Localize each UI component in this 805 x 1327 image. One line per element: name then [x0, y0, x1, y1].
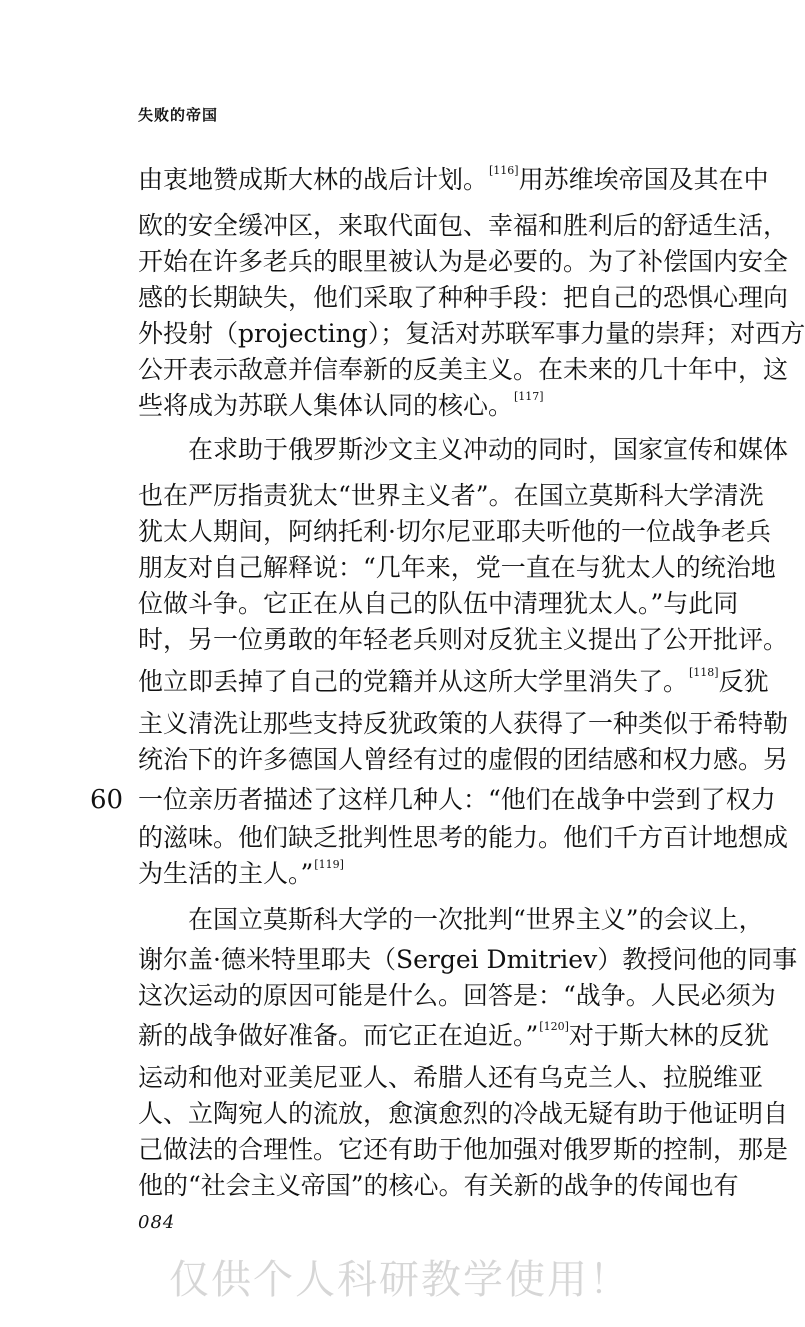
text-line: [138, 158, 769, 202]
text-line-segment: 由衷地赞成斯大林的战后计划。: [138, 165, 489, 194]
watermark: 仅供个人科研教学使用！: [169, 1257, 631, 1303]
page-folio: 084: [138, 1212, 176, 1233]
text-line: 位做斗争。它正在从自己的队伍中清理犹太人。”与此同: [138, 589, 739, 618]
original-page-number: 60: [90, 785, 124, 815]
text-line-segment: 在求助于俄罗斯沙文主义冲动的同时，国家宣传和媒体: [188, 435, 789, 464]
paragraph-start-line: [188, 428, 789, 472]
footnote-ref-116[interactable]: [116]: [489, 164, 519, 177]
text-line: 外投射（projecting）；复活对苏联军事力量的崇拜；对西方: [138, 319, 805, 348]
text-line-segment: 为生活的主人。”: [138, 859, 314, 888]
paragraph-start-line: [188, 898, 764, 942]
text-line-segment: 用苏维埃帝国及其在中: [518, 165, 769, 194]
text-line: 犹太人期间，阿纳托利·切尔尼亚耶夫听他的一位战争老兵: [138, 517, 771, 546]
text-line: [138, 1014, 769, 1058]
text-line: 感的长期缺失，他们采取了种种手段：把自己的恐惧心理向: [138, 283, 789, 312]
text-line: 统治下的许多德国人曾经有过的虚假的团结感和权力感。另: [138, 745, 789, 774]
text-line: [138, 852, 698, 896]
text-line: [138, 660, 769, 704]
text-line-segment: 反犹: [718, 667, 769, 696]
text-line: 公开表示敌意并信奉新的反美主义。在未来的几十年中，这: [138, 355, 789, 384]
text-line: 开始在许多老兵的眼里被认为是必要的。为了补偿国内安全: [138, 247, 789, 276]
text-line: 时，另一位勇敢的年轻老兵则对反犹主义提出了公开批评。: [138, 625, 789, 654]
text-line: 主义清洗让那些支持反犹政策的人获得了一种类似于希特勒: [138, 709, 789, 738]
text-line-segment: 新的战争做好准备。而它正在迫近。”: [138, 1021, 539, 1050]
footnote-ref-118[interactable]: [118]: [689, 666, 719, 679]
text-line: 谢尔盖·德米特里耶夫（Sergei Dmitriev）教授问他的同事: [138, 945, 798, 974]
text-line: 欧的安全缓冲区，来取代面包、幸福和胜利后的舒适生活，: [138, 211, 789, 240]
text-line-segment: 他立即丢掉了自己的党籍并从这所大学里消失了。: [138, 667, 689, 696]
text-line: 运动和他对亚美尼亚人、希腊人还有乌克兰人、拉脱维亚: [138, 1063, 764, 1092]
text-line: 己做法的合理性。它还有助于他加强对俄罗斯的控制，那是: [138, 1135, 789, 1164]
text-line-segment: 在国立莫斯科大学的一次批判“世界主义”的会议上，: [188, 905, 764, 934]
text-line: [138, 384, 698, 428]
running-head-title: 失败的帝国: [138, 106, 219, 124]
text-line: 朋友对自己解释说：“几年来，党一直在与犹太人的统治地: [138, 553, 776, 582]
text-line-segment: 对于斯大林的反犹: [568, 1021, 769, 1050]
text-line: 他的“社会主义帝国”的核心。有关新的战争的传闻也有: [138, 1171, 739, 1200]
text-line: 这次运动的原因可能是什么。回答是：“战争。人民必须为: [138, 981, 776, 1010]
footnote-ref-119[interactable]: [119]: [314, 858, 344, 871]
footnote-ref-120[interactable]: [120]: [539, 1020, 569, 1033]
text-line: 也在严厉指责犹太“世界主义者”。在国立莫斯科大学清洗: [138, 481, 764, 510]
text-line: 一位亲历者描述了这样几种人：“他们在战争中尝到了权力: [138, 785, 776, 814]
text-line: 人、立陶宛人的流放，愈演愈烈的冷战无疑有助于他证明自: [138, 1099, 789, 1128]
text-line-segment: 些将成为苏联人集体认同的核心。: [138, 391, 514, 420]
text-line: 的滋味。他们缺乏批判性思考的能力。他们千方百计地想成: [138, 823, 789, 852]
footnote-ref-117[interactable]: [117]: [514, 390, 544, 403]
